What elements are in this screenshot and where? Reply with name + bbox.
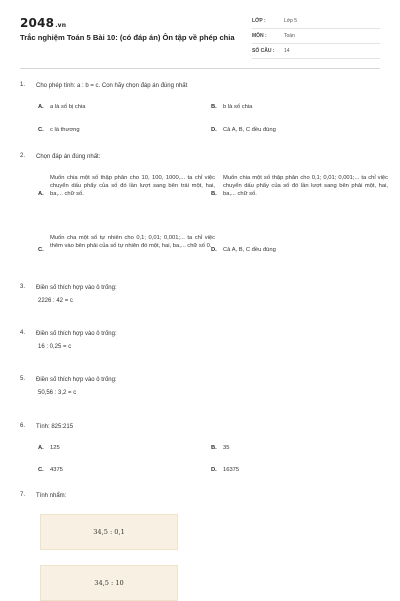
option-text: Muốn chia một số thập phân cho 0,1; 0,01; 0,001;... ta chỉ việc chuyển dấu phẩy của số đó lần lượt sang bên phải một, hai, ba,... chữ số. bbox=[223, 175, 388, 197]
quiz-meta bbox=[252, 14, 380, 59]
meta-row-subject bbox=[252, 29, 380, 44]
option-letter: D. bbox=[211, 127, 217, 133]
site-logo[interactable]: 2048.vn bbox=[20, 16, 67, 30]
meta-value: Toán bbox=[284, 33, 295, 39]
meta-value: Lớp 5 bbox=[284, 18, 298, 24]
question-expression: 2226 : 42 = c bbox=[38, 298, 73, 304]
expression-text: 34,5 : 0,1 bbox=[93, 528, 125, 536]
meta-value: 14 bbox=[284, 48, 290, 54]
meta-row-class bbox=[252, 14, 380, 29]
header-divider bbox=[20, 68, 380, 69]
option-2a[interactable] bbox=[38, 174, 218, 218]
option-text: a là số bị chia bbox=[50, 104, 86, 110]
option-text: 16375 bbox=[223, 467, 240, 473]
question-text: Điền số thích hợp vào ô trống: bbox=[36, 285, 117, 291]
question-5 bbox=[20, 376, 380, 406]
question-number: 3. bbox=[20, 284, 26, 290]
option-letter: D. bbox=[211, 247, 217, 253]
question-number: 7. bbox=[20, 492, 26, 498]
option-letter: A. bbox=[38, 191, 44, 197]
option-2c[interactable] bbox=[38, 234, 218, 268]
option-text: Muốn cha một số tự nhiên cho 0,1; 0,01; 0,001;... ta chỉ việc thêm vào bên phải của số tự nhiên đó một, hai, ba,... chữ số 0. bbox=[50, 235, 215, 249]
option-text: Muốn chia một số thập phân cho 10, 100, 1000,... ta chỉ việc chuyển dấu phẩy của số đó lần lượt sang bên trái một, hai, ba,... chữ số. bbox=[50, 175, 215, 197]
expression-card bbox=[40, 514, 178, 550]
question-text: Tính nhẩm: bbox=[36, 493, 67, 499]
option-text: 125 bbox=[50, 445, 60, 451]
question-text: Cho phép tính: a : b = c. Con hãy chọn đáp án đúng nhất bbox=[36, 83, 188, 89]
option-letter: C. bbox=[38, 467, 44, 473]
question-number: 2. bbox=[20, 153, 26, 159]
question-expression: 50,56 : 3,2 = c bbox=[38, 390, 77, 396]
option-letter: B. bbox=[211, 445, 217, 451]
option-letter: B. bbox=[211, 191, 217, 197]
option-text: Cả A, B, C đều đúng bbox=[223, 127, 276, 133]
question-3 bbox=[20, 284, 380, 314]
option-text: c là thương bbox=[50, 127, 80, 133]
option-text: b là số chia bbox=[223, 104, 253, 110]
question-number: 6. bbox=[20, 423, 26, 429]
question-number: 1. bbox=[20, 82, 26, 88]
meta-label: MÔN : bbox=[252, 33, 267, 39]
question-4 bbox=[20, 330, 380, 360]
page-title: Trắc nghiệm Toán 5 Bài 10: (có đáp án) Ôn tập về phép chia bbox=[20, 33, 235, 42]
question-expression: 16 : 0,25 = c bbox=[38, 344, 72, 350]
option-letter: B. bbox=[211, 104, 217, 110]
option-text: Cả A, B, C đều đúng bbox=[223, 247, 276, 253]
meta-row-count bbox=[252, 44, 380, 59]
expression-card bbox=[40, 565, 178, 601]
question-text: Điền số thích hợp vào ô trống: bbox=[36, 331, 117, 337]
meta-label: SỐ CÂU : bbox=[252, 48, 275, 54]
option-letter: D. bbox=[211, 467, 217, 473]
expression-text: 34,5 : 10 bbox=[94, 579, 124, 587]
question-number: 4. bbox=[20, 330, 26, 336]
meta-label: LỚP : bbox=[252, 18, 266, 24]
option-letter: A. bbox=[38, 104, 44, 110]
option-letter: C. bbox=[38, 127, 44, 133]
question-text: Chọn đáp án đúng nhất: bbox=[36, 154, 101, 160]
option-text: 35 bbox=[223, 445, 230, 451]
option-letter: C. bbox=[38, 247, 44, 253]
question-number: 5. bbox=[20, 376, 26, 382]
question-text: Điền số thích hợp vào ô trống: bbox=[36, 377, 117, 383]
option-2b[interactable] bbox=[211, 174, 391, 218]
option-letter: A. bbox=[38, 445, 44, 451]
option-text: 4375 bbox=[50, 467, 63, 473]
question-text: Tính: 825:215 bbox=[36, 424, 74, 430]
